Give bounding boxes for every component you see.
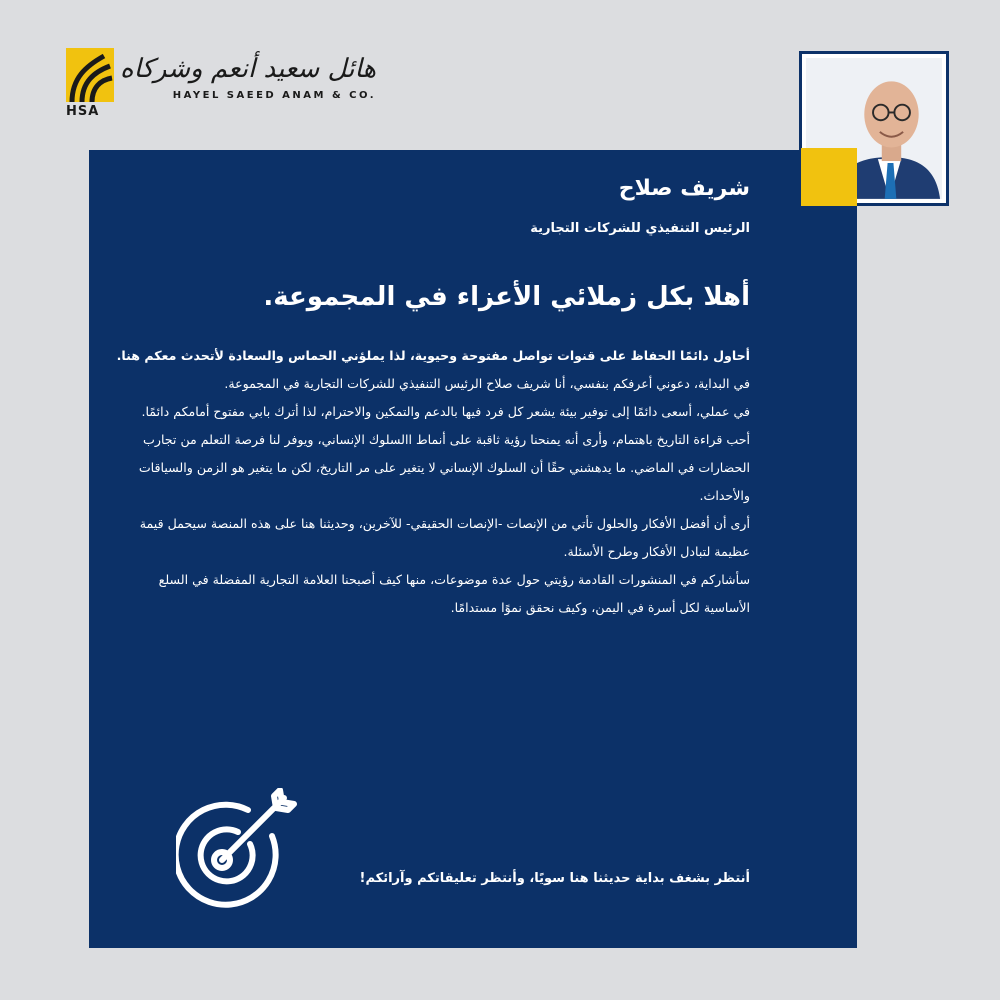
- message-paragraph: أحاول دائمًا الحفاظ على قنوات تواصل مفتوحة وحيوية، لذا يملؤني الحماس والسعادة لأتحدث معكم هنا.: [116, 348, 750, 363]
- message-paragraph: في البداية، دعوني أعرفكم بنفسي، أنا شريف صلاح الرئيس التنفيذي للشركات التجارية في المجموعة.: [224, 376, 750, 391]
- profile-role: الرئيس التنفيذي للشركات التجارية: [530, 221, 750, 236]
- brand-logo: [66, 48, 376, 116]
- brand-name-arabic: هائل سعيد أنعم وشركاه: [120, 54, 377, 84]
- message-body: [110, 342, 750, 622]
- message-closing: أنتظر بشغف بداية حديثنا هنا سويًا، وأنتظر تعليقاتكم وآرائكم!: [359, 871, 750, 886]
- brand-name-latin: HAYEL SAEED ANAM & CO.: [172, 90, 377, 101]
- brand-monogram: HSA: [66, 104, 100, 119]
- message-paragraph: أحب قراءة التاريخ باهتمام، وأرى أنه يمنحنا رؤية ثاقبة على أنماط االسلوك الإنساني، ويوفر لنا فرصة التعلم من تجارب الحضارات في الماضي. ما يدهشني حقًا أن السلوك الإنساني لا يتغير على مر التاريخ، لكن ما يتغير هو الزمن والسياقات والأحداث.: [138, 432, 750, 503]
- message-paragraph: أرى أن أفضل الأفكار والحلول تأتي من الإنصات -الإنصات الحقيقي- للآخرين، وحديثنا هنا على هذه المنصة سيحمل قيمة عظيمة لتبادل الأفكار وطرح الأسئلة.: [139, 516, 750, 559]
- message-greeting: أهلا بكل زملائي الأعزاء في المجموعة.: [263, 282, 750, 312]
- target-arrow-icon: [176, 788, 306, 908]
- message-paragraph: سأشاركم في المنشورات القادمة رؤيتي حول عدة موضوعات، منها كيف أصبحنا العلامة التجارية المفضلة في السلع الأساسية لكل أسرة في اليمن، وكيف نحقق نموًا مستدامًا.: [158, 572, 750, 615]
- message-paragraph: في عملي، أسعى دائمًا إلى توفير بيئة يشعر كل فرد فيها بالدعم والتمكين والاحترام، لذا أترك بابي مفتوح أمامكم دائمًا.: [141, 404, 750, 419]
- profile-name: شريف صلاح: [618, 176, 750, 201]
- accent-square: [801, 148, 857, 206]
